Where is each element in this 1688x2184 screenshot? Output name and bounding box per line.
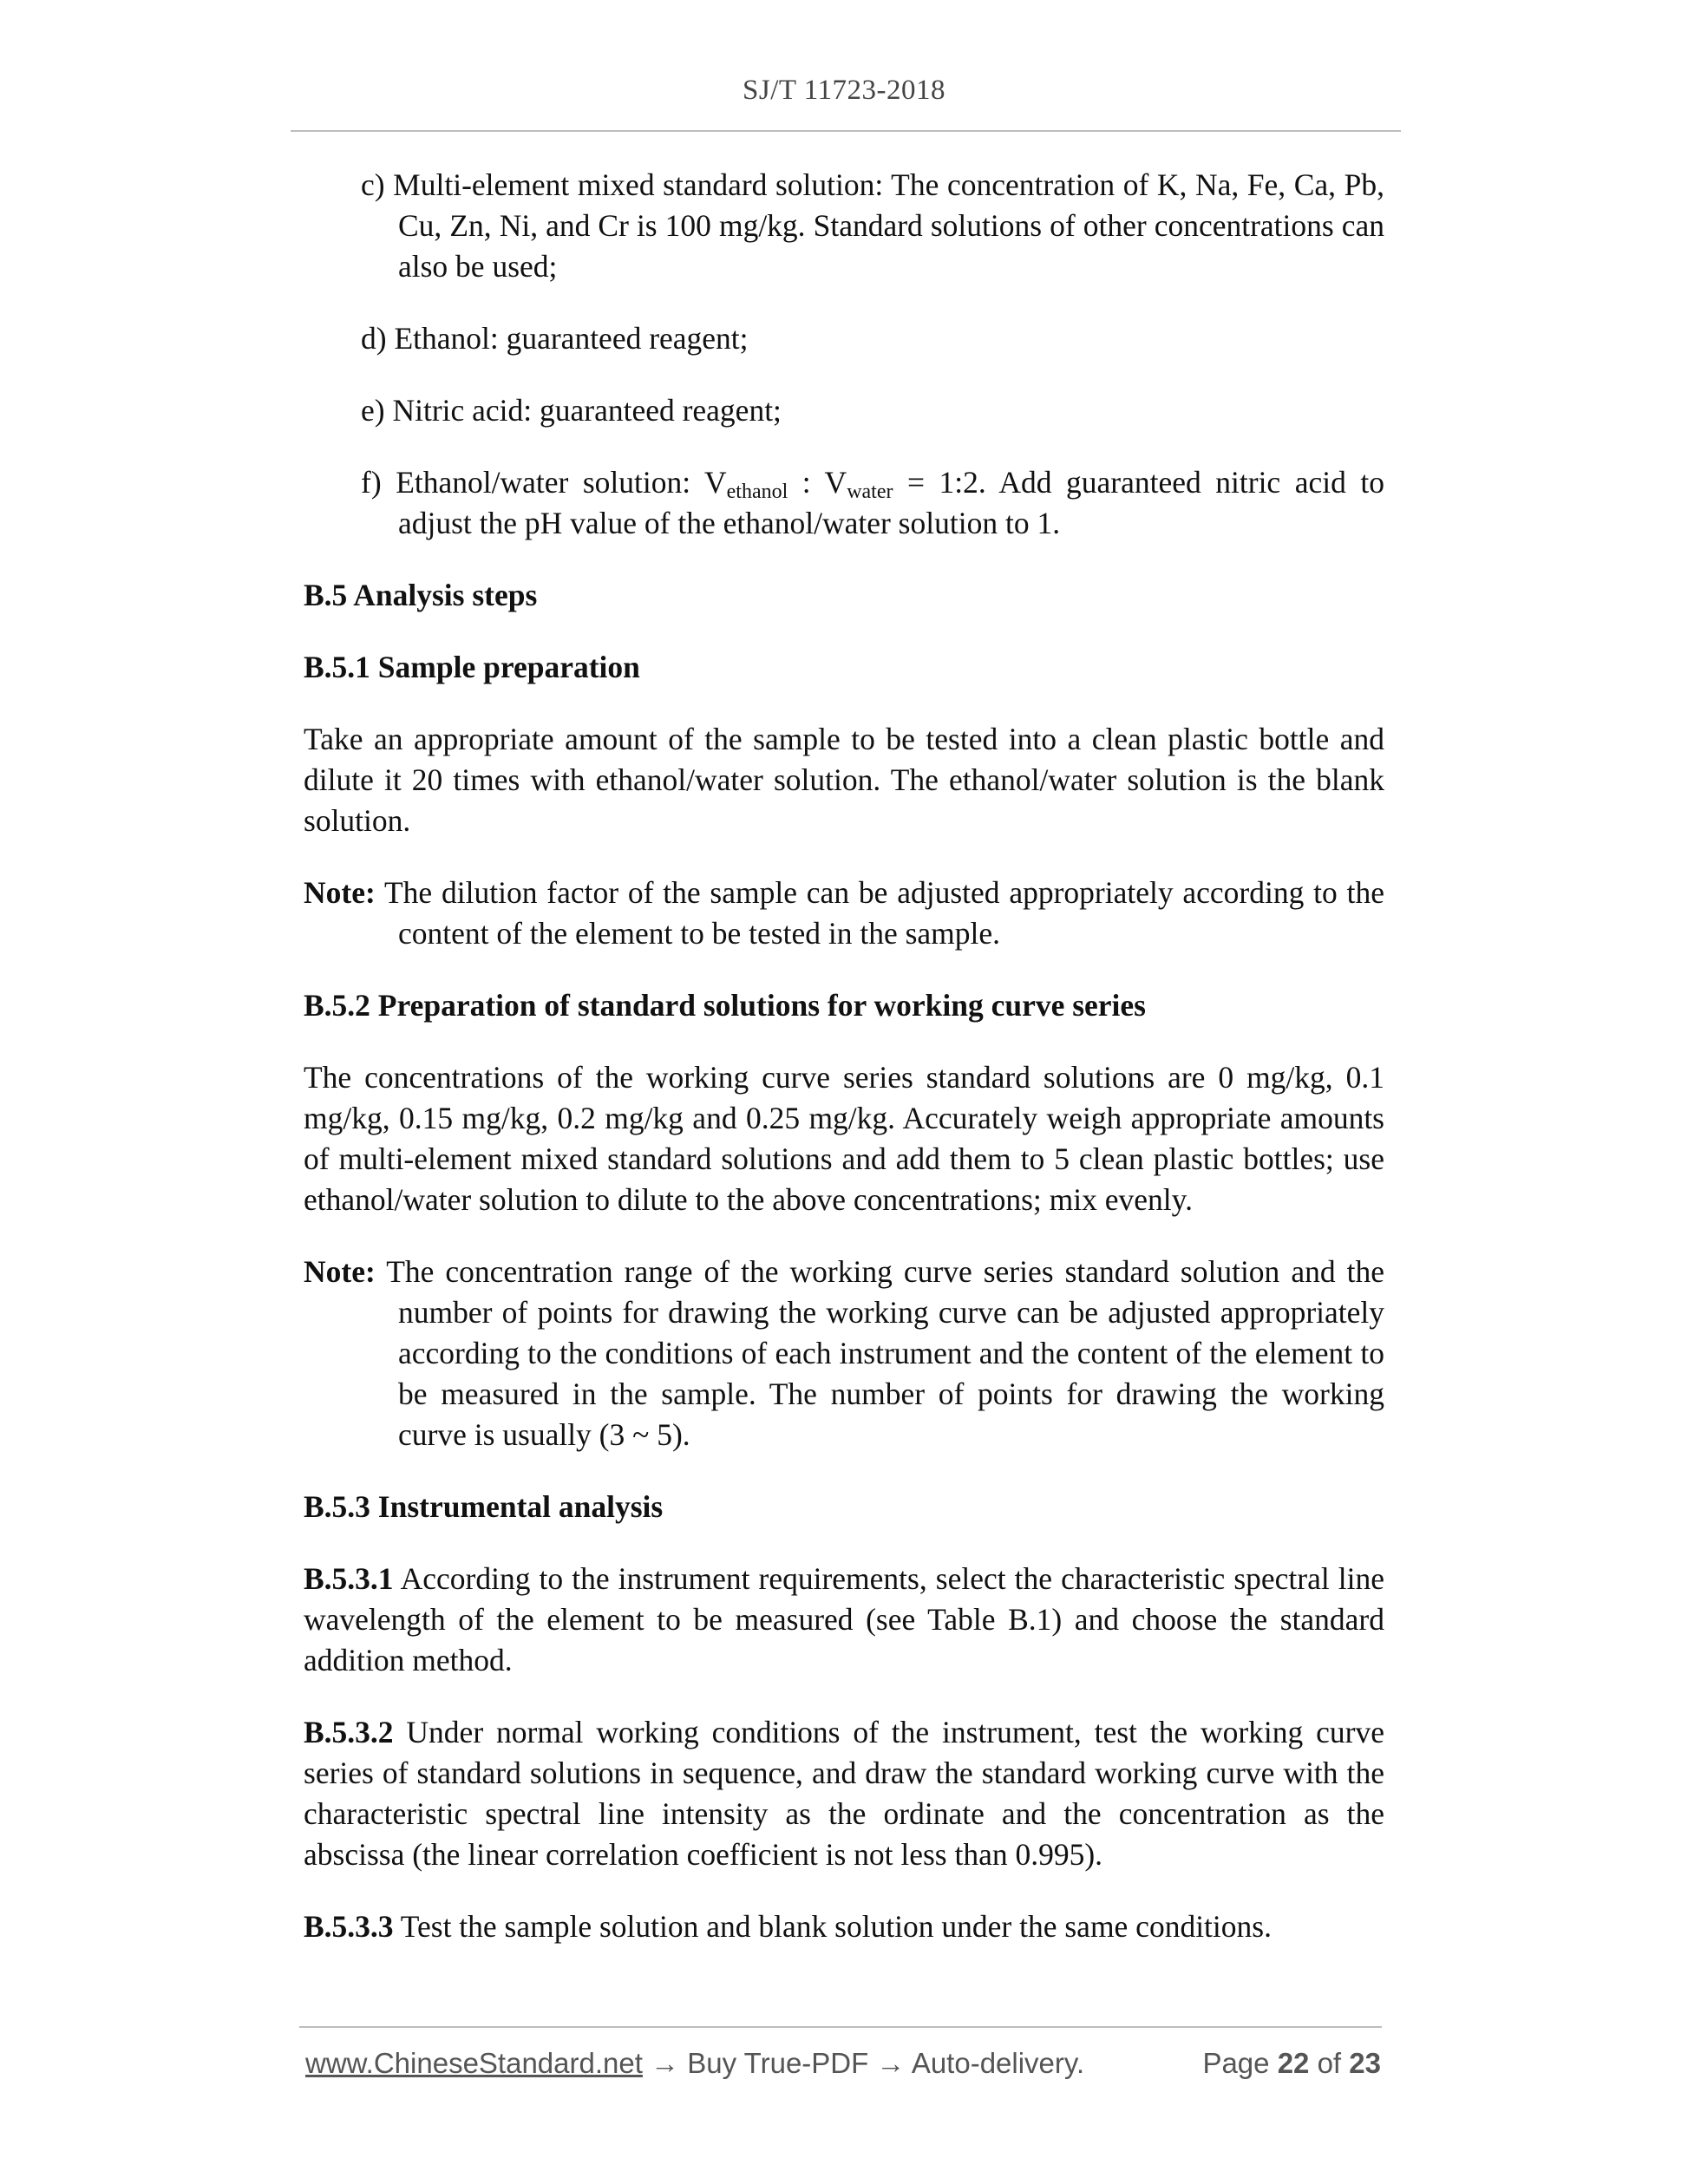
clause-b533-label: B.5.3.3 [304, 1909, 394, 1944]
paragraph-b533 [304, 1906, 1384, 1947]
page-content [304, 165, 1384, 1978]
section-heading-b52: B.5.2 Preparation of standard solutions for working curve series [304, 988, 1146, 1023]
note-b52 [304, 1252, 1384, 1455]
clause-b533-text: Test the sample solution and blank solution under the same conditions. [393, 1909, 1272, 1944]
list-item-e [361, 390, 1384, 431]
header-divider [291, 130, 1401, 132]
ethanol-subscript: ethanol [726, 481, 788, 503]
page-word: Page [1202, 2047, 1270, 2079]
list-item-c-text: Multi-element mixed standard solution: The concentration of K, Na, Fe, Ca, Pb, Cu, Zn, Ni, and Cr is 100 mg/kg. Standard solutions of other concentrations can also be used; [393, 167, 1384, 284]
note-b52-text: The concentration range of the working curve series standard solution and the number of points for drawing the working curve can be adjusted appropriately according to the conditions of each instrument and the content of the element to be measured in the sample. The number of points for drawing the working curve is usually (3 ~ 5). [375, 1254, 1384, 1452]
list-item-f-label: f) [361, 465, 382, 500]
clause-b532-label: B.5.3.2 [304, 1715, 394, 1749]
list-item-f-text-3: = 1:2. Add guaranteed nitric acid to adjust the pH value of the ethanol/water solution to 1. [398, 465, 1384, 540]
paragraph-b532 [304, 1712, 1384, 1875]
list-item-d-text: Ethanol: guaranteed reagent; [394, 321, 749, 356]
paragraph-b52: The concentrations of the working curve series standard solutions are 0 mg/kg, 0.1 mg/kg, 0.15 mg/kg, 0.2 mg/kg and 0.25 mg/kg. Accurately weigh appropriate amounts of multi-element mixed standard solutions and add them to 5 clean plastic bottles; use ethanol/water solution to dilute to the above concentrations; mix evenly. [304, 1060, 1384, 1217]
clause-b531-label: B.5.3.1 [304, 1561, 394, 1596]
note-b52-label: Note: [304, 1254, 376, 1289]
note-b51-text: The dilution factor of the sample can be adjusted appropriately according to the content of the element to be tested in the sample. [375, 875, 1384, 951]
list-item-d [361, 318, 1384, 359]
list-item-c [361, 165, 1384, 287]
section-heading-b5: B.5 Analysis steps [304, 578, 538, 612]
list-item-f [361, 462, 1384, 544]
footer-promo [305, 2047, 1084, 2080]
website-link[interactable]: www.ChineseStandard.net [305, 2047, 643, 2079]
clause-b531-text: According to the instrument requirements, select the characteristic spectral line wavelength of the element to be measured (see Table B.1) and choose the standard addition method. [304, 1561, 1384, 1677]
clause-b532-text: Under normal working conditions of the instrument, test the working curve series of standard solutions in sequence, and draw the standard working curve with the characteristic spectral line intensity as the ordinate and the concentration as the abscissa (the linear correlation coefficient is not less than 0.995). [304, 1715, 1384, 1872]
note-b51 [304, 873, 1384, 954]
page-number [1202, 2047, 1381, 2080]
list-item-c-label: c) [361, 167, 385, 202]
list-item-d-label: d) [361, 321, 387, 356]
list-item-e-label: e) [361, 393, 385, 428]
section-heading-b51: B.5.1 Sample preparation [304, 650, 640, 684]
current-page-number: 22 [1277, 2047, 1310, 2079]
document-id-header: SJ/T 11723-2018 [743, 75, 945, 106]
footer-promo-text: → Buy True-PDF → Auto-delivery. [642, 2047, 1085, 2079]
page-of-word: of [1317, 2047, 1342, 2079]
paragraph-b51: Take an appropriate amount of the sample to be tested into a clean plastic bottle and dilute it 20 times with ethanol/water solution. The ethanol/water solution is the blank solution. [304, 722, 1384, 838]
list-item-f-text-1: Ethanol/water solution: V [396, 465, 727, 500]
water-subscript: water [847, 481, 893, 503]
list-item-e-text: Nitric acid: guaranteed reagent; [392, 393, 782, 428]
note-b51-label: Note: [304, 875, 376, 910]
section-heading-b53: B.5.3 Instrumental analysis [304, 1489, 664, 1524]
footer-divider [299, 2026, 1382, 2028]
list-item-f-text-2: : V [788, 465, 847, 500]
paragraph-b531 [304, 1559, 1384, 1681]
total-page-number: 23 [1349, 2047, 1381, 2079]
